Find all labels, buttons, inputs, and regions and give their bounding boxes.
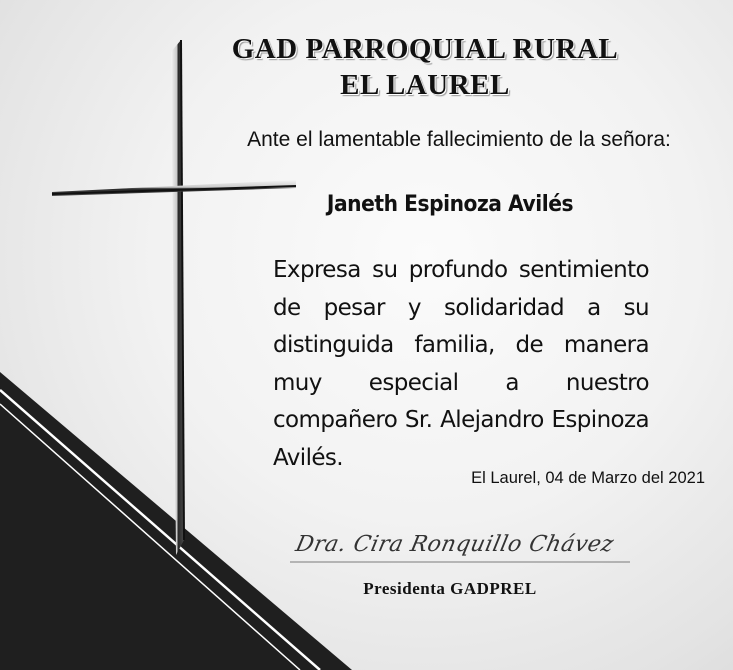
date-line: El Laurel, 04 de Marzo del 2021: [471, 469, 705, 487]
intro-text: Ante el lamentable fallecimiento de la señora:: [247, 128, 671, 151]
deceased-name: Janeth Espinoza Avilés: [326, 192, 574, 217]
signatory-title: Presidenta GADPREL: [363, 579, 537, 598]
condolence-message: Expresa su profundo sentimiento de pesar y solidaridad a su distinguida familia, de manera muy especial a nuestro compañero Sr. Alejandro Espinoza Avilés.: [273, 257, 649, 471]
header-title-line2: EL LAUREL: [340, 69, 510, 101]
signature: Dra. Cira Ronquillo Chávez: [293, 532, 617, 557]
header-title-line1: GAD PARROQUIAL RURAL: [231, 33, 619, 65]
signature-flourish: [290, 561, 630, 563]
